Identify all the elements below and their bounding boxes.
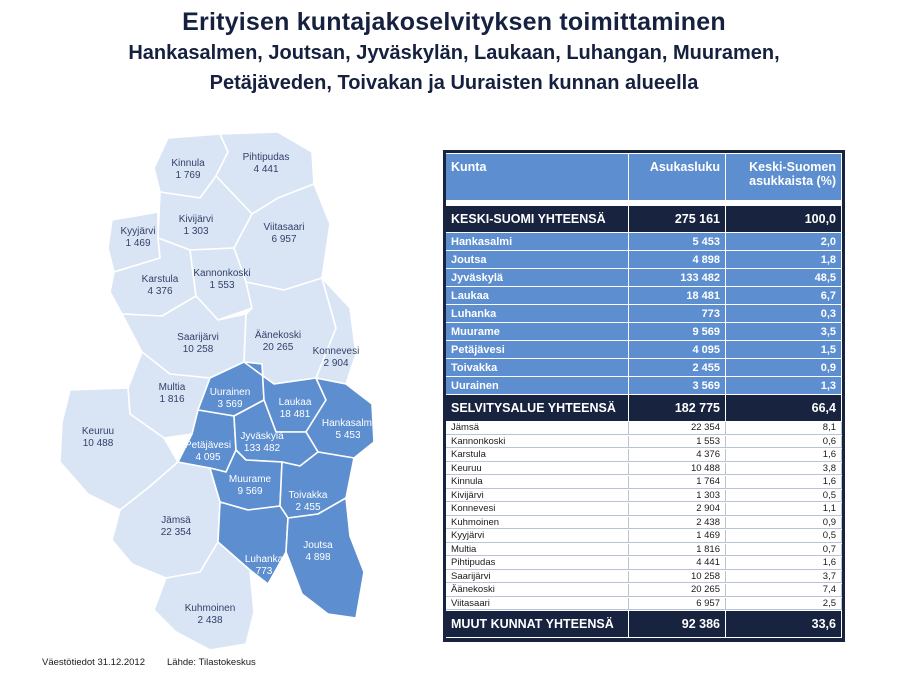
other-municipality-row [446, 530, 842, 543]
map-label-pop: 20 265 [262, 342, 294, 353]
map-label-name: Kannonkoski [193, 268, 251, 279]
other-municipality-row [446, 436, 842, 449]
map-label-name: Luhanka [244, 554, 284, 565]
map-label-name: Toivakka [288, 490, 328, 501]
selvitysalue-total-row [446, 395, 842, 421]
map-label-pop: 1 303 [183, 226, 209, 237]
cell-kunta: Kuhmoinen [446, 517, 629, 530]
selvitys-row [446, 233, 842, 250]
cell-osuus: 3,8 [726, 463, 842, 476]
cell-kunta: Keuruu [446, 463, 629, 476]
cell-kunta: Laukaa [446, 287, 629, 304]
selvitys-row [446, 305, 842, 322]
cell-kunta: Saarijärvi [446, 571, 629, 584]
map-label-pop: 1 469 [125, 238, 151, 249]
cell-asukasluku: 1 303 [629, 490, 726, 503]
cell-asukasluku: 4 376 [629, 449, 726, 462]
footnote-date: Väestötiedot 31.12.2012 [42, 657, 146, 668]
footnote-source: Lähde: Tilastokeskus [167, 657, 256, 668]
cell-osuus: 1,3 [726, 377, 842, 394]
map-label-name: Kinnula [171, 158, 205, 169]
map-label-pop: 4 898 [305, 552, 331, 563]
cell-kunta: Hankasalmi [446, 233, 629, 250]
cell-kunta: Viitasaari [446, 598, 629, 611]
cell-asukasluku: 2 455 [629, 359, 726, 376]
header-osuus [726, 154, 842, 200]
cell-asukasluku: 182 775 [629, 395, 726, 421]
map-label-pop: 9 569 [237, 486, 263, 497]
table-header-row [446, 154, 842, 200]
cell-osuus: 3,5 [726, 323, 842, 340]
cell-asukasluku: 4 898 [629, 251, 726, 268]
municipality-map [50, 132, 395, 654]
cell-kunta: Kivijärvi [446, 490, 629, 503]
cell-osuus: 6,7 [726, 287, 842, 304]
cell-asukasluku: 92 386 [629, 611, 726, 637]
cell-kunta: Jämsä [446, 422, 629, 435]
other-municipality-row [446, 584, 842, 597]
cell-osuus: 1,1 [726, 503, 842, 516]
cell-kunta: Karstula [446, 449, 629, 462]
cell-asukasluku: 4 095 [629, 341, 726, 358]
cell-kunta: Toivakka [446, 359, 629, 376]
cell-kunta: SELVITYSALUE YHTEENSÄ [446, 395, 629, 421]
cell-asukasluku: 1 816 [629, 544, 726, 557]
other-municipality-row [446, 598, 842, 611]
cell-osuus: 7,4 [726, 584, 842, 597]
map-label-name: Konnevesi [312, 346, 360, 357]
map-label-name: Jämsä [161, 515, 191, 526]
cell-asukasluku: 2 904 [629, 503, 726, 516]
cell-kunta: Multia [446, 544, 629, 557]
cell-asukasluku: 20 265 [629, 584, 726, 597]
page-subtitle-line1: Hankasalmen, Joutsan, Jyväskylän, Laukaan, Luhangan, Muuramen, [128, 42, 780, 64]
footnote [42, 657, 278, 668]
map-label-name: Muurame [228, 474, 272, 485]
page-subtitle-line2: Petäjäveden, Toivakan ja Uuraisten kunnan alueella [209, 72, 699, 94]
cell-kunta: Pihtipudas [446, 557, 629, 570]
cell-osuus: 0,5 [726, 490, 842, 503]
cell-asukasluku: 18 481 [629, 287, 726, 304]
table-spacer [446, 201, 842, 205]
cell-kunta: Jyväskylä [446, 269, 629, 286]
cell-osuus: 2,0 [726, 233, 842, 250]
svg-text:Saarijärvi10 258 [177, 332, 219, 355]
svg-text:Jämsä22 354 [161, 515, 192, 538]
map-label-name: Hankasalmi [321, 418, 375, 429]
map-label-pop: 4 095 [195, 452, 221, 463]
cell-kunta: Joutsa [446, 251, 629, 268]
cell-asukasluku: 10 258 [629, 571, 726, 584]
cell-kunta: Kinnula [446, 476, 629, 489]
cell-osuus: 1,6 [726, 557, 842, 570]
selvitys-row [446, 269, 842, 286]
cell-kunta: Muurame [446, 323, 629, 340]
cell-osuus: 100,0 [726, 206, 842, 232]
cell-asukasluku: 6 957 [629, 598, 726, 611]
cell-asukasluku: 5 453 [629, 233, 726, 250]
population-table-frame [443, 150, 845, 642]
cell-asukasluku: 133 482 [629, 269, 726, 286]
other-municipality-row [446, 490, 842, 503]
cell-kunta: Konnevesi [446, 503, 629, 516]
cell-osuus: 1,8 [726, 251, 842, 268]
selvitys-row [446, 251, 842, 268]
cell-osuus: 0,6 [726, 436, 842, 449]
header-osuus-line2: asukkaista (%) [749, 174, 836, 188]
cell-kunta: Luhanka [446, 305, 629, 322]
map-label-name: Laukaa [278, 397, 312, 408]
cell-asukasluku: 10 488 [629, 463, 726, 476]
cell-kunta: Äänekoski [446, 584, 629, 597]
svg-text:Joutsa4 898 [303, 540, 333, 563]
muut-kunnat-total-row [446, 611, 842, 637]
map-label-name: Jyväskylä [240, 431, 284, 442]
cell-osuus: 0,9 [726, 359, 842, 376]
cell-asukasluku: 9 569 [629, 323, 726, 340]
cell-osuus: 1,6 [726, 476, 842, 489]
cell-osuus: 1,6 [726, 449, 842, 462]
svg-text:Jyväskylä133 482 [240, 431, 284, 454]
map-label-name: Joutsa [303, 540, 333, 551]
svg-text:Kinnula1 769 [171, 158, 205, 181]
other-municipality-row [446, 571, 842, 584]
svg-text:Keuruu10 488 [82, 426, 114, 449]
cell-osuus: 0,7 [726, 544, 842, 557]
cell-osuus: 66,4 [726, 395, 842, 421]
selvitys-row [446, 323, 842, 340]
map-label-pop: 18 481 [279, 409, 311, 420]
svg-text:Laukaa18 481 [279, 397, 312, 420]
cell-kunta: MUUT KUNNAT YHTEENSÄ [446, 611, 629, 637]
map-label-pop: 10 258 [182, 344, 214, 355]
selvitys-row [446, 359, 842, 376]
cell-asukasluku: 3 569 [629, 377, 726, 394]
cell-osuus: 0,9 [726, 517, 842, 530]
cell-osuus: 2,5 [726, 598, 842, 611]
map-label-name: Kyyjärvi [120, 226, 156, 237]
cell-osuus: 48,5 [726, 269, 842, 286]
cell-kunta: Kannonkoski [446, 436, 629, 449]
map-label-pop: 3 569 [217, 399, 243, 410]
map-label-pop: 4 376 [147, 286, 173, 297]
map-label-pop: 1 553 [209, 280, 235, 291]
cell-kunta: Kyyjärvi [446, 530, 629, 543]
header-kunta: Kunta [446, 154, 629, 200]
svg-text:Kyyjärvi1 469 [120, 226, 155, 249]
cell-osuus: 0,3 [726, 305, 842, 322]
map-label-name: Multia [158, 382, 186, 393]
map-label-pop: 6 957 [271, 234, 297, 245]
selvitys-row [446, 341, 842, 358]
map-label-pop: 10 488 [82, 438, 114, 449]
map-label-pop: 2 438 [197, 615, 223, 626]
svg-text:Kivijärvi1 303 [179, 214, 213, 237]
map-label-name: Uurainen [209, 387, 251, 398]
cell-osuus: 8,1 [726, 422, 842, 435]
page-title: Erityisen kuntajakoselvityksen toimittaminen [182, 8, 726, 36]
title-block [0, 8, 908, 97]
cell-asukasluku: 22 354 [629, 422, 726, 435]
cell-asukasluku: 275 161 [629, 206, 726, 232]
map-label-pop: 2 904 [323, 358, 349, 369]
other-municipality-row [446, 517, 842, 530]
other-municipality-row [446, 476, 842, 489]
cell-osuus: 33,6 [726, 611, 842, 637]
map-label-pop: 1 816 [159, 394, 185, 405]
map-label-pop: 2 455 [295, 502, 321, 513]
other-municipality-row [446, 503, 842, 516]
cell-osuus: 0,5 [726, 530, 842, 543]
selvitys-row [446, 287, 842, 304]
cell-kunta: Uurainen [446, 377, 629, 394]
svg-text:Multia1 816 [159, 382, 186, 405]
map-label-pop: 5 453 [335, 430, 361, 441]
map-label-pop: 22 354 [160, 527, 192, 538]
map-label-name: Äänekoski [254, 330, 302, 341]
cell-asukasluku: 1 469 [629, 530, 726, 543]
selvitys-row [446, 377, 842, 394]
other-municipality-row [446, 422, 842, 435]
cell-asukasluku: 773 [629, 305, 726, 322]
header-asukasluku: Asukasluku [629, 154, 726, 200]
map-label-pop: 1 769 [175, 170, 201, 181]
map-label-pop: 773 [255, 566, 273, 577]
cell-osuus: 1,5 [726, 341, 842, 358]
cell-asukasluku: 1 764 [629, 476, 726, 489]
cell-asukasluku: 1 553 [629, 436, 726, 449]
cell-asukasluku: 4 441 [629, 557, 726, 570]
header-osuus-line1: Keski-Suomen [749, 160, 836, 174]
map-label-name: Petäjävesi [184, 440, 232, 451]
map-label-name: Pihtipudas [242, 152, 290, 163]
cell-kunta: KESKI-SUOMI YHTEENSÄ [446, 206, 629, 232]
cell-asukasluku: 2 438 [629, 517, 726, 530]
map-label-name: Kivijärvi [178, 214, 214, 225]
map-label-name: Viitasaari [263, 222, 305, 233]
cell-osuus: 3,7 [726, 571, 842, 584]
map-label-name: Saarijärvi [177, 332, 219, 343]
map-label-name: Kuhmoinen [184, 603, 236, 614]
population-table [446, 153, 842, 638]
other-municipality-row [446, 449, 842, 462]
map-label-pop: 133 482 [243, 443, 281, 454]
map-label-name: Karstula [141, 274, 179, 285]
cell-kunta: Petäjävesi [446, 341, 629, 358]
other-municipality-row [446, 544, 842, 557]
keski-suomi-total-row [446, 206, 842, 232]
other-municipality-row [446, 557, 842, 570]
map-label-pop: 4 441 [253, 164, 279, 175]
other-municipality-row [446, 463, 842, 476]
map-label-name: Keuruu [81, 426, 115, 437]
